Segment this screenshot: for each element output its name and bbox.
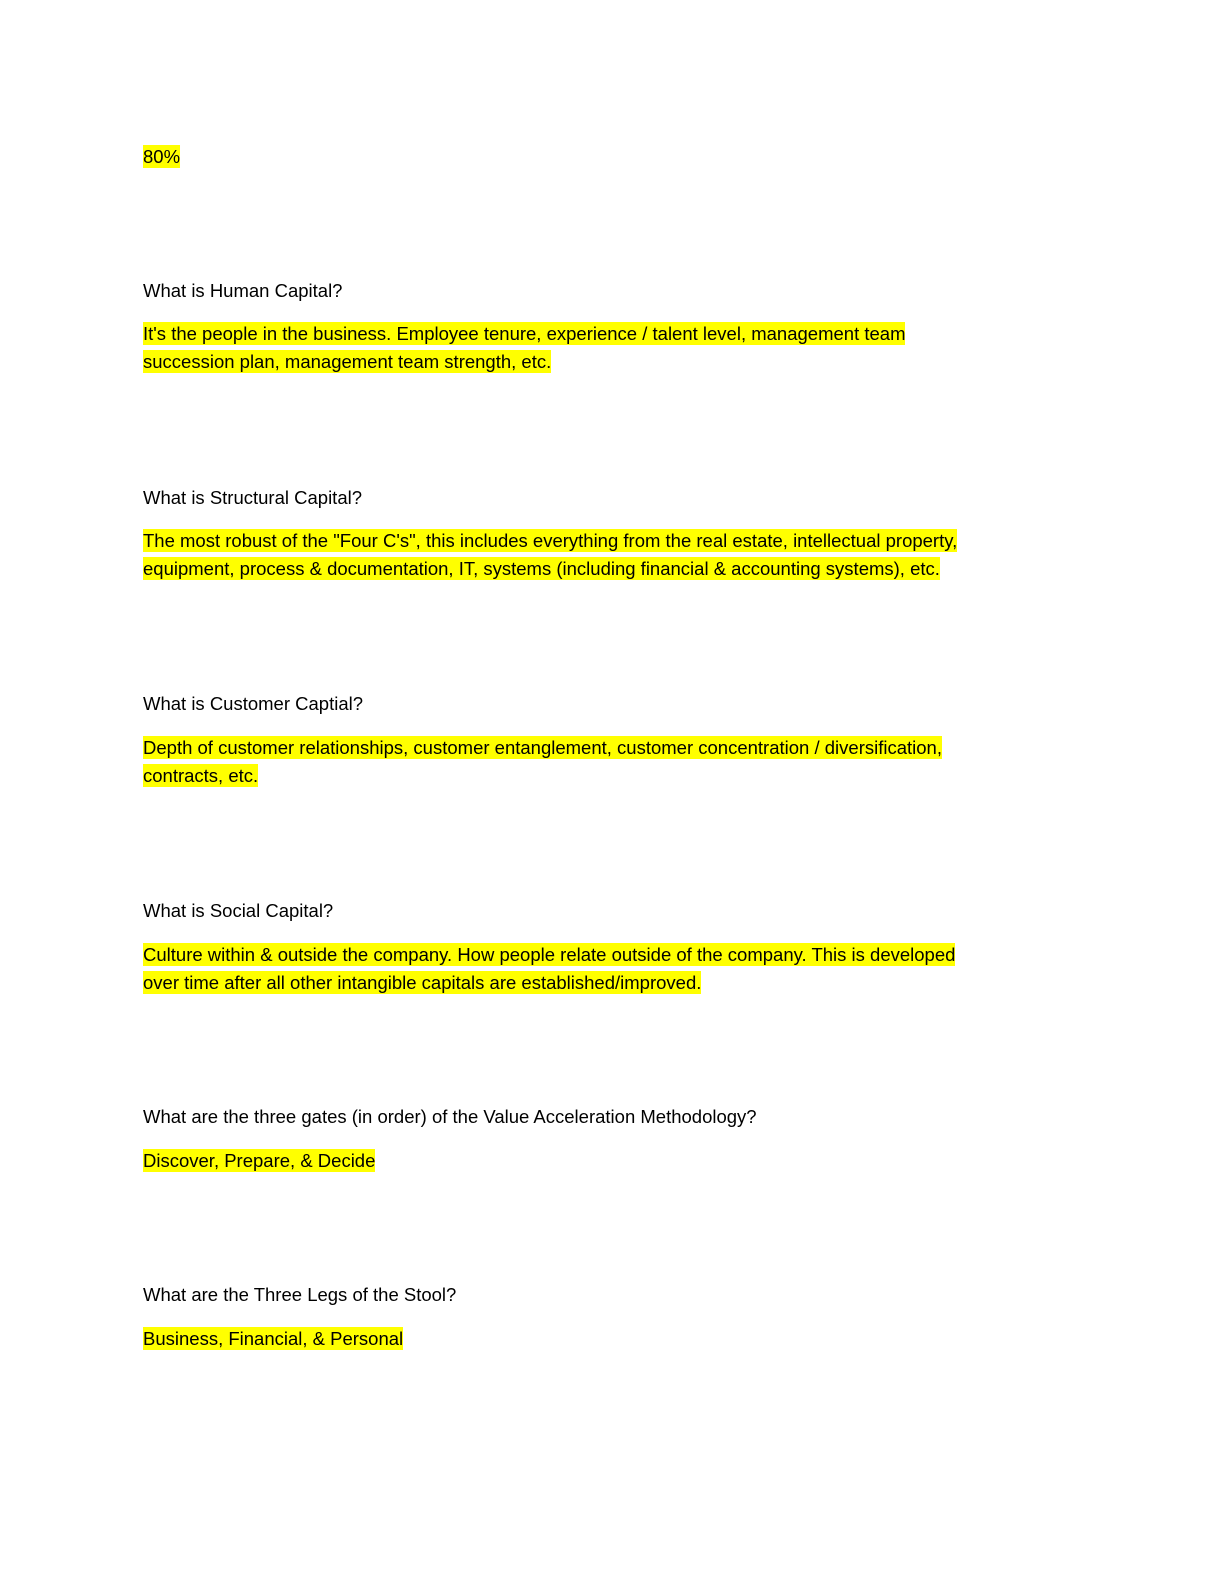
question-three-legs: What are the Three Legs of the Stool? [143,1284,457,1305]
answer-line: over time after all other intangible capitals are established/improved. [143,972,702,993]
answer-line: Depth of customer relationships, customer entanglement, customer concentration / diversification, [143,737,942,758]
question-three-gates: What are the three gates (in order) of the Value Acceleration Methodology? [143,1106,757,1127]
highlighted-answer: 80% [143,146,181,167]
question-structural-capital: What is Structural Capital? [143,487,363,508]
answer-social-capital [143,941,1043,997]
answer-structural-capital [143,527,1043,583]
answer-80-percent [143,143,1043,171]
question-human-capital: What is Human Capital? [143,280,343,301]
answer-line: equipment, process & documentation, IT, systems (including financial & accounting systems), etc. [143,558,940,579]
answer-line: The most robust of the "Four C's", this includes everything from the real estate, intellectual property, [143,530,958,551]
answer-line: Culture within & outside the company. How people relate outside of the company. This is developed [143,944,956,965]
answer-line: It's the people in the business. Employee tenure, experience / talent level, management team [143,323,906,344]
answer-three-gates [143,1147,1043,1175]
answer-line: Discover, Prepare, & Decide [143,1150,376,1171]
answer-three-legs [143,1325,1043,1353]
answer-customer-capital [143,734,1043,790]
answer-human-capital [143,320,1043,376]
answer-line: Business, Financial, & Personal [143,1328,404,1349]
answer-line: succession plan, management team strength, etc. [143,351,552,372]
question-customer-capital: What is Customer Captial? [143,693,364,714]
question-social-capital: What is Social Capital? [143,900,334,921]
answer-line: contracts, etc. [143,765,259,786]
